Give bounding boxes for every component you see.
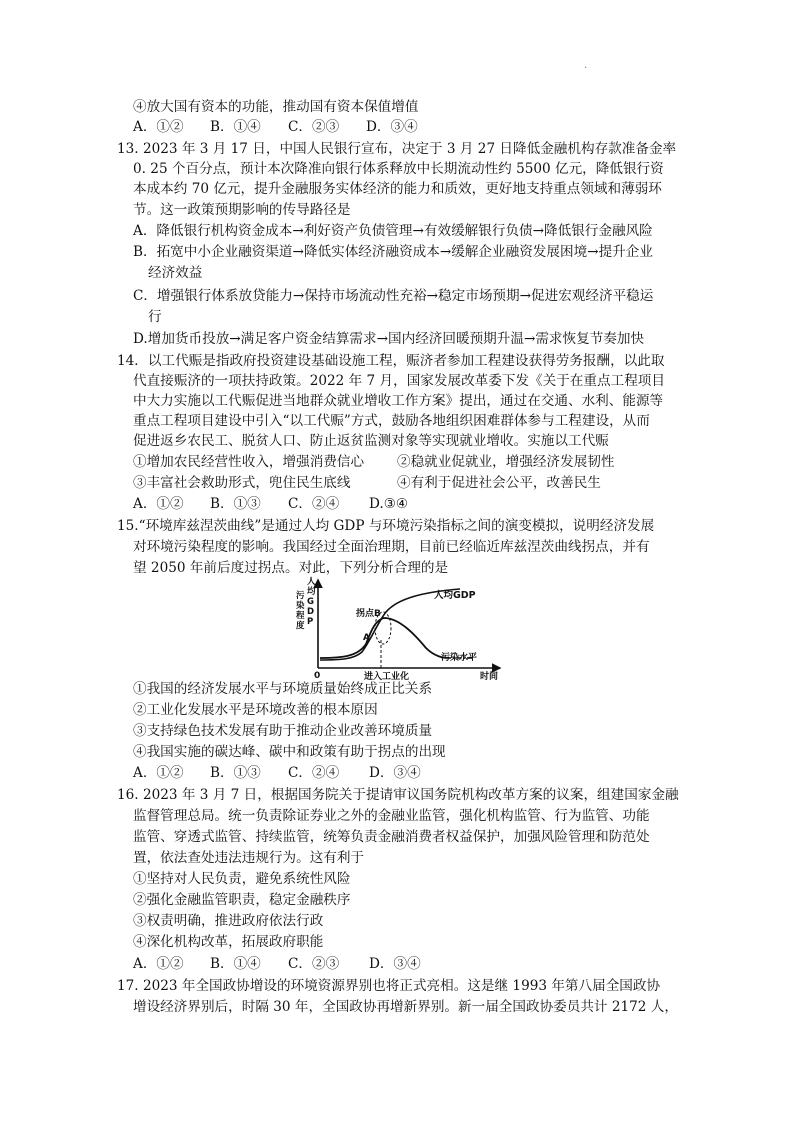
q14-item-1: ①增加农民经营性收入，增强消费信心 bbox=[133, 454, 365, 470]
q15-stem-line: 望 2050 年前后度过拐点。对此，下列分析合理的是 bbox=[133, 560, 449, 576]
q16-stem-line: 监督管理总局。统一负责除证券业之外的金融业监管，强化机构监管、行为监管、功能 bbox=[133, 808, 650, 824]
q14-stem-line: 重点工程项目建设中引入“以工代赈”方式，鼓励各地组织困难群体参与工程建设，从而 bbox=[133, 413, 650, 429]
q15-option-d: D．③④ bbox=[369, 765, 421, 781]
pollution-curve-label: 污染水平 bbox=[441, 653, 478, 663]
q15-option-b: B．①③ bbox=[210, 765, 261, 781]
q13-stem-line: 0. 25 个百分点，预计本次降准向银行体系释放中长期流动性约 5500 亿元，降低银行资 bbox=[133, 161, 664, 177]
industrialization-label: 进入工业化 bbox=[364, 672, 410, 682]
q14-stem-line: 14．以工代赈是指政府投资建设基础设施工程，赈济者参加工程建设获得劳务报酬，以此取 bbox=[117, 353, 665, 369]
q16-option-d: D．③④ bbox=[369, 956, 421, 972]
y-axis-label-pollution: 污染程度 bbox=[296, 591, 305, 631]
q15-item-2: ②工业化发展水平是环境改善的根本原因 bbox=[133, 702, 378, 718]
q14-item-3: ③丰富社会救助形式，兜住民生底线 bbox=[133, 475, 351, 491]
q17-stem-line: 增设经济界别后，时隔 30 年，全国政协再增新界别。新一届全国政协委员共计 2172 人， bbox=[133, 999, 678, 1015]
q16-option-c: C．②③ bbox=[288, 956, 340, 972]
q15-item-3: ③支持绿色技术发展有助于推动企业改善环境质量 bbox=[133, 723, 433, 739]
q14-option-a: A．①② bbox=[133, 496, 184, 512]
q16-item-2: ②强化金融监管职责，稳定金融秩序 bbox=[133, 892, 351, 908]
q13-choice-c-cont: 行 bbox=[148, 309, 162, 325]
q12-option-a: A．①② bbox=[133, 119, 184, 135]
q13-stem-line: 本成本约 70 亿元，提升金融服务实体经济的能力和质效，更好地支持重点领域和薄弱环 bbox=[133, 181, 662, 197]
q17-stem-line: 17. 2023 年全国政协增设的环境资源界别也将正式亮相。这是继 1993 年第八届全国政协 bbox=[117, 978, 661, 994]
q12-item-4: ④放大国有资本的功能，推动国有资本保值增值 bbox=[133, 99, 419, 115]
q15-option-c: C．②④ bbox=[288, 765, 340, 781]
q15-stem-line: 15.“环境库兹涅茨曲线”是通过人均 GDP 与环境污染指标之间的演变模拟，说明经济发展 bbox=[117, 518, 655, 534]
q16-stem-line: 监管、穿透式监管、持续监管，统筹负责金融消费者权益保护，加强风险管理和防范处 bbox=[133, 829, 650, 845]
q16-item-1: ①坚持对人民负责，避免系统性风险 bbox=[133, 871, 351, 887]
q15-item-1: ①我国的经济发展水平与环境质量始终成正比关系 bbox=[133, 681, 433, 697]
q16-item-3: ③权责明确，推进政府依法行政 bbox=[133, 913, 324, 929]
q12-option-d: D．③④ bbox=[366, 119, 418, 135]
q16-item-4: ④深化机构改革，拓展政府职能 bbox=[133, 934, 324, 950]
gdp-curve-label: 人均GDP bbox=[434, 590, 476, 601]
q13-stem-line: 13. 2023 年 3 月 17 日，中国人民银行宣布，决定于 3 月 27 日降低金融机构存款准备金率 bbox=[117, 141, 677, 157]
q12-option-c: C．②③ bbox=[288, 119, 340, 135]
kuznets-curve-figure bbox=[296, 576, 504, 682]
q16-option-a: A．①② bbox=[133, 956, 184, 972]
q13-choice-c: C．增强银行体系放贷能力→保持市场流动性充裕→稳定市场预期→促进宏观经济平稳运 bbox=[133, 288, 654, 304]
q16-stem-line: 16. 2023 年 3 月 7 日，根据国务院关于提请审议国务院机构改革方案的议案，组建国家金融 bbox=[117, 787, 679, 803]
page-mark: . bbox=[584, 60, 588, 71]
q13-choice-d: D.增加货币投放→满足客户资金结算需求→国内经济回暖预期升温→需求恢复节奏加快 bbox=[133, 331, 645, 347]
q13-choice-a: A．降低银行机构资金成本→利好资产负债管理→有效缓解银行负债→降低银行金融风险 bbox=[133, 223, 653, 239]
q16-option-b: B．①④ bbox=[210, 956, 261, 972]
q16-stem-line: 置，依法查处违法违规行为。这有利于 bbox=[133, 850, 365, 866]
q15-item-4: ④我国实施的碳达峰、碳中和政策有助于拐点的出现 bbox=[133, 744, 446, 760]
q15-stem-line: 对环境污染程度的影响。我国经过全面治理期，目前已经临近库兹涅茨曲线拐点，并有 bbox=[133, 539, 650, 555]
q12-option-b: B．①④ bbox=[210, 119, 261, 135]
q14-item-2: ②稳就业促就业，增强经济发展韧性 bbox=[397, 454, 615, 470]
q15-option-a: A．①② bbox=[133, 765, 184, 781]
x-axis-label: 时间 bbox=[480, 672, 499, 682]
y-axis-label-gdp: 人均 G D P bbox=[307, 577, 316, 627]
q14-stem-line: 中大力实施以工代赈促进当地群众就业增收工作方案》提出，通过在交通、水利、能源等 bbox=[133, 393, 664, 409]
q14-item-4: ④有利于促进社会公平，改善民生 bbox=[397, 475, 601, 491]
q14-stem-line: 代直接赈济的一项扶持政策。2022 年 7 月，国家发展改革委下发《关于在重点工程项目 bbox=[133, 373, 665, 389]
q13-choice-b-cont: 经济效益 bbox=[148, 265, 203, 281]
q13-stem-line: 节。这一政策预期影响的传导路径是 bbox=[133, 202, 351, 218]
q14-option-d: D.③④ bbox=[369, 496, 409, 512]
point-a-label: A bbox=[363, 633, 370, 643]
pollution-curve bbox=[320, 618, 446, 658]
q14-option-c: C．②④ bbox=[288, 496, 340, 512]
origin-label: 0 bbox=[314, 671, 321, 681]
q14-stem-line: 促进返乡农民工、脱贫人口、防止返贫监测对象等实现就业增收。实施以工代赈 bbox=[133, 433, 609, 449]
q13-choice-b: B．拓宽中小企业融资渠道→降低实体经济融资成本→缓解企业融资发展困境→提升企业 bbox=[133, 244, 653, 260]
turning-point-label: 拐点B bbox=[356, 609, 381, 619]
q14-option-b: B．①③ bbox=[210, 496, 261, 512]
